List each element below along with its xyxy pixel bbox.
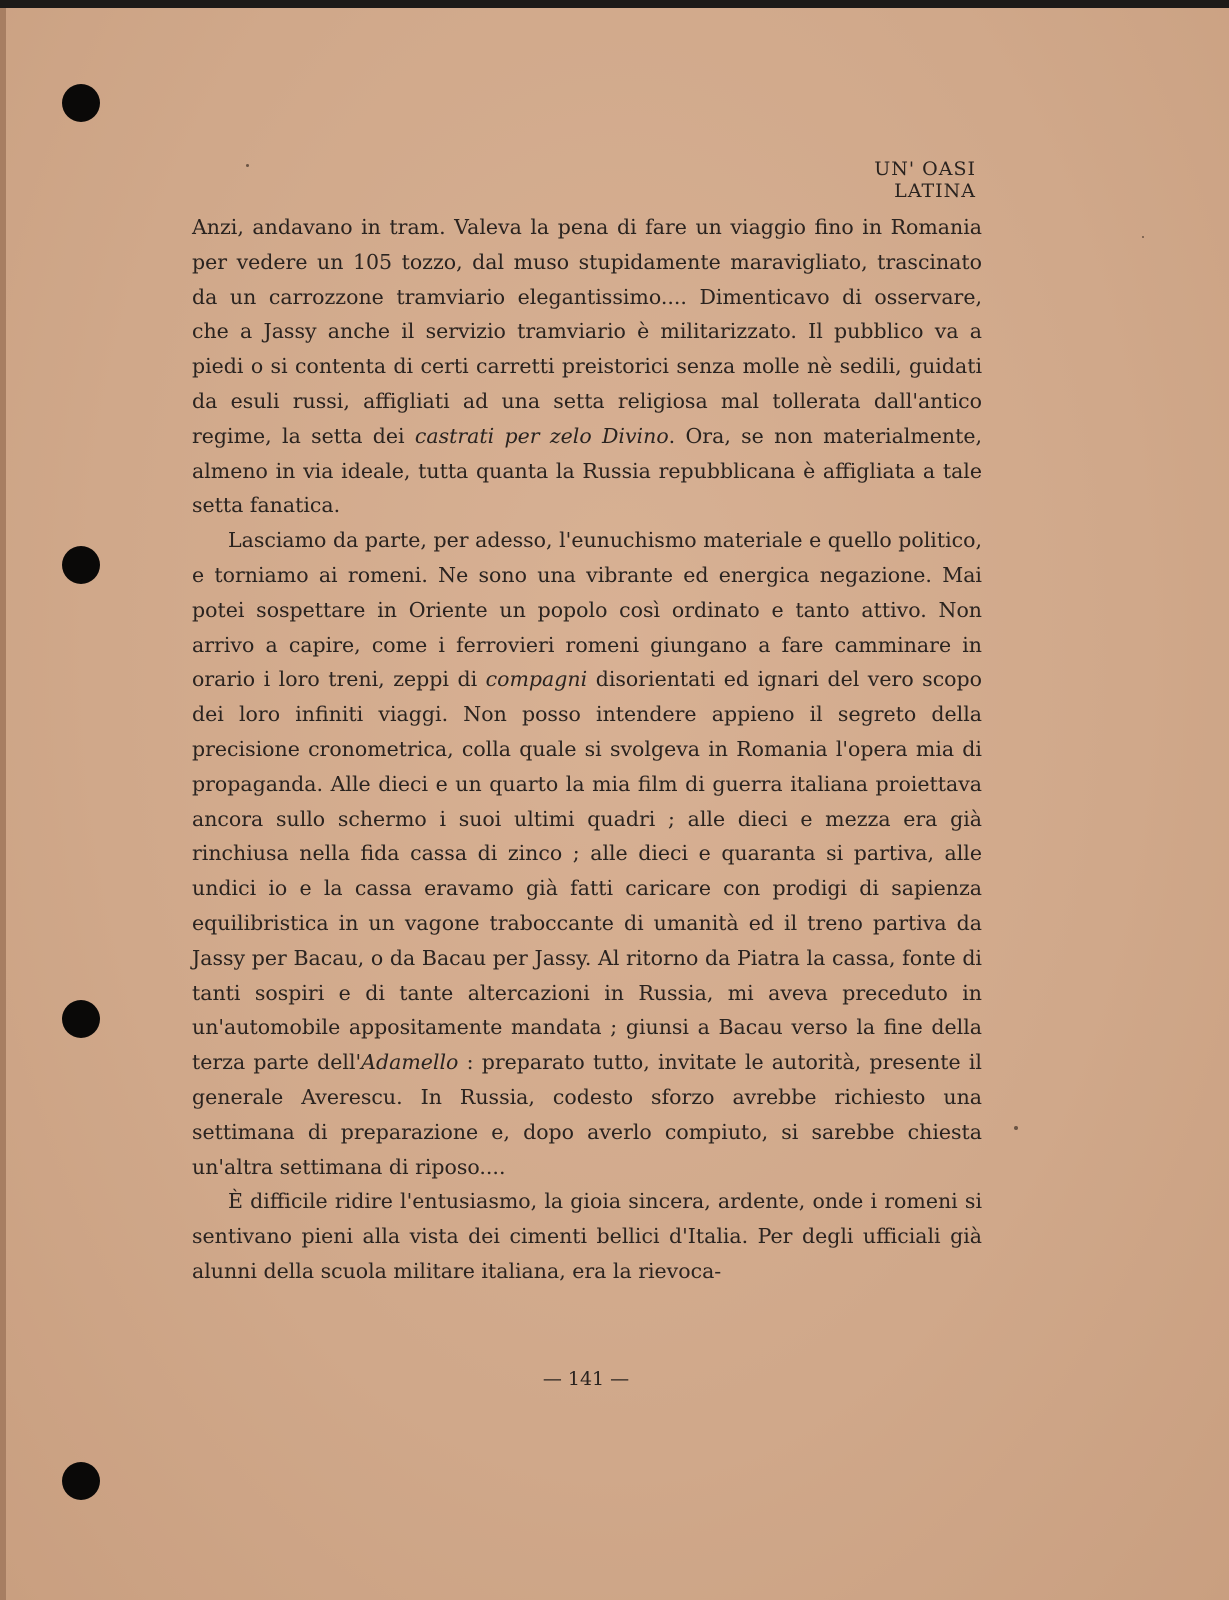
body-text: [192, 210, 982, 1289]
binder-hole: [62, 546, 100, 584]
paragraph: [192, 523, 982, 1184]
paragraph: [192, 210, 982, 523]
binder-hole: [62, 1000, 100, 1038]
text-run: Lasciamo da parte, per adesso, l'eunuchismo materiale e quello politico, e torniamo ai romeni. Ne sono una vibrante ed energica negazione. Mai potei sospettare in Oriente un popolo così ordinato e tanto attivo. Non arrivo a capire, come i ferrovieri romeni giungano a fare camminare in orario i loro treni, zeppi di: [192, 528, 982, 692]
text-run: È difficile ridire l'entusiasmo, la gioia sincera, ardente, onde i romeni si sentivano pieni alla vista dei cimenti bellici d'Italia. Per degli ufficiali già alunni della scuola militare italiana, era la rievoca-: [192, 1189, 982, 1283]
text-run: . Ora, se non materialmente, almeno in via ideale, tutta quanta la Russia repubblicana è affigliata a tale setta fanatica.: [192, 423, 983, 518]
italic-run: castrati per zelo Divino: [414, 423, 669, 448]
binder-hole: [62, 1462, 100, 1500]
italic-run: compagni: [485, 667, 588, 692]
scanned-page: [0, 8, 1229, 1600]
italic-run: Adamello: [361, 1050, 459, 1075]
running-header: UN' OASI LATINA: [874, 158, 976, 202]
text-run: disorientati ed ignari del vero scopo dei loro infiniti viaggi. Non posso intendere appieno il segreto della precisione cronometrica, colla quale si svolgeva in Romania l'opera mia di propaganda. Alle dieci e un quarto la mia film di guerra italiana proiettava ancora sullo schermo i suoi ultimi quadri ; alle dieci e mezza era già rinchiusa nella fida cassa di zinco ; alle dieci e quaranta si partiva, alle undici io e la cassa eravamo già fatti caricare con prodigi di sapienza equilibristica in un vagone traboccante di umanità ed il treno partiva da Jassy per Bacau, o da Bacau per Jassy. Al ritorno da Piatra la cassa, fonte di tanti sospiri e di tante altercazioni in Russia, mi aveva preceduto in un'automobile appositamente mandata ; giunsi a Bacau verso la fine della terza parte dell': [192, 667, 982, 1075]
page-number: — 141 —: [542, 1368, 630, 1390]
text-run: : preparato tutto, invitate le autorità, presente il generale Averescu. In Russia, codesto sforzo avrebbe richiesto una settimana di preparazione e, dopo averlo compiuto, si sarebbe chiesta un'altra settimana di riposo....: [192, 1050, 982, 1179]
text-run: Anzi, andavano in tram. Valeva la pena di fare un viaggio fino in Romania per vedere un 105 tozzo, dal muso stupidamente maravigliato, trascinato da un carrozzone tramviario elegantissimo.... Dimenticavo di osservare, che a Jassy anche il servizio tramviario è militarizzato. Il pubblico va a piedi o si contenta di certi carretti preistorici senza molle nè sedili, guidati da esuli russi, affigliati ad una setta religiosa mal tollerata dall'antico regime, la setta dei: [192, 215, 982, 448]
paragraph: [192, 1184, 982, 1288]
binder-hole: [62, 84, 100, 122]
